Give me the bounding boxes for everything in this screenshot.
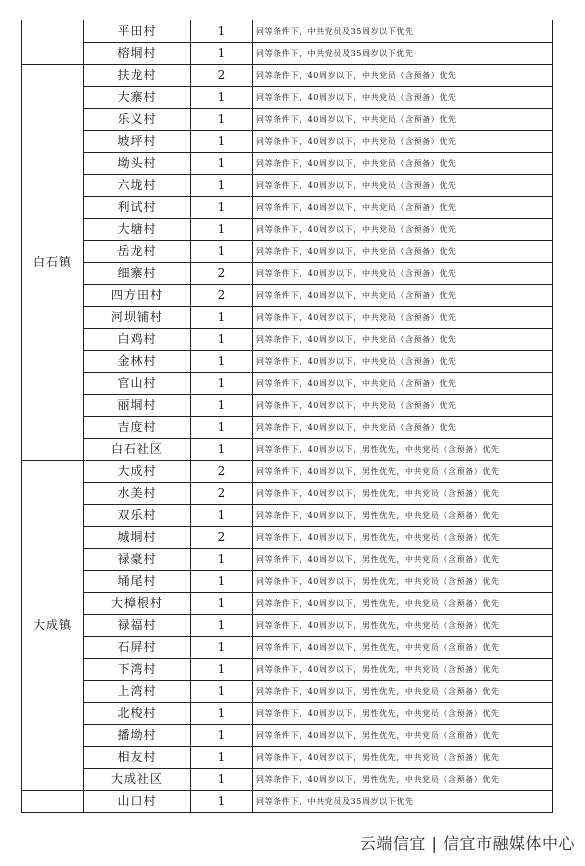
requirement-cell: 同等条件下，40周岁以下，男性优先，中共党员（含预备）优先 [253, 483, 553, 505]
village-cell: 北梭村 [84, 703, 191, 725]
table-row [22, 681, 553, 703]
village-cell: 细寨村 [84, 263, 191, 285]
village-cell: 双乐村 [84, 505, 191, 527]
village-cell: 播坳村 [84, 725, 191, 747]
count-cell: 1 [191, 351, 253, 373]
table-row [22, 43, 553, 65]
table-row [22, 593, 553, 615]
table-row [22, 637, 553, 659]
village-cell: 禄福村 [84, 615, 191, 637]
table-row [22, 175, 553, 197]
table-row [22, 483, 553, 505]
requirement-cell: 同等条件下，40周岁以下，男性优先，中共党员（含预备）优先 [253, 769, 553, 791]
count-cell: 1 [191, 131, 253, 153]
count-cell: 1 [191, 747, 253, 769]
count-cell: 1 [191, 439, 253, 461]
table-row [22, 791, 553, 813]
requirement-cell: 同等条件下，40周岁以下，男性优先，中共党员（含预备）优先 [253, 681, 553, 703]
table-row [22, 461, 553, 483]
table-row [22, 395, 553, 417]
village-cell: 利试村 [84, 197, 191, 219]
requirement-cell: 同等条件下，中共党员及35周岁以下优先 [253, 21, 553, 43]
table-row [22, 505, 553, 527]
requirement-cell: 同等条件下，40周岁以下，中共党员（含预备）优先 [253, 395, 553, 417]
table-row [22, 307, 553, 329]
count-cell: 1 [191, 373, 253, 395]
requirement-cell: 同等条件下，40周岁以下，男性优先，中共党员（含预备）优先 [253, 593, 553, 615]
table-row [22, 197, 553, 219]
village-cell: 丽垌村 [84, 395, 191, 417]
count-cell: 1 [191, 175, 253, 197]
town-cell: 大成镇 [22, 461, 84, 791]
table-row [22, 571, 553, 593]
requirement-cell: 同等条件下，40周岁以下，中共党员（含预备）优先 [253, 109, 553, 131]
count-cell: 1 [191, 43, 253, 65]
requirement-cell: 同等条件下，40周岁以下，男性优先，中共党员（含预备）优先 [253, 439, 553, 461]
count-cell: 1 [191, 549, 253, 571]
requirement-cell: 同等条件下，40周岁以下，中共党员（含预备）优先 [253, 65, 553, 87]
village-cell: 大樟根村 [84, 593, 191, 615]
village-cell: 白鸡村 [84, 329, 191, 351]
requirement-cell: 同等条件下，40周岁以下，中共党员（含预备）优先 [253, 285, 553, 307]
village-cell: 乐义村 [84, 109, 191, 131]
table-row [22, 219, 553, 241]
table-row [22, 439, 553, 461]
count-cell: 1 [191, 659, 253, 681]
table-row [22, 769, 553, 791]
requirement-cell: 同等条件下，40周岁以下，男性优先，中共党员（含预备）优先 [253, 747, 553, 769]
count-cell: 1 [191, 417, 253, 439]
requirement-cell: 同等条件下，40周岁以下，中共党员（含预备）优先 [253, 153, 553, 175]
village-cell: 六垅村 [84, 175, 191, 197]
count-cell: 1 [191, 87, 253, 109]
count-cell: 1 [191, 21, 253, 43]
village-cell: 四方田村 [84, 285, 191, 307]
table-row [22, 659, 553, 681]
village-cell: 大寨村 [84, 87, 191, 109]
count-cell: 1 [191, 109, 253, 131]
town-cell [22, 791, 84, 813]
village-cell: 吉度村 [84, 417, 191, 439]
requirement-cell: 同等条件下，40周岁以下，中共党员（含预备）优先 [253, 131, 553, 153]
count-cell: 1 [191, 769, 253, 791]
count-cell: 1 [191, 615, 253, 637]
requirement-cell: 同等条件下，40周岁以下，中共党员（含预备）优先 [253, 175, 553, 197]
village-cell: 城垌村 [84, 527, 191, 549]
count-cell: 2 [191, 483, 253, 505]
requirement-cell: 同等条件下，40周岁以下，中共党员（含预备）优先 [253, 87, 553, 109]
requirement-cell: 同等条件下，40周岁以下，男性优先，中共党员（含预备）优先 [253, 527, 553, 549]
count-cell: 1 [191, 571, 253, 593]
requirement-cell: 同等条件下，40周岁以下，男性优先，中共党员（含预备）优先 [253, 549, 553, 571]
requirement-cell: 同等条件下，40周岁以下，中共党员（含预备）优先 [253, 373, 553, 395]
table-row [22, 109, 553, 131]
village-cell: 平田村 [84, 21, 191, 43]
count-cell: 1 [191, 681, 253, 703]
count-cell: 1 [191, 637, 253, 659]
requirement-cell: 同等条件下，中共党员及35周岁以下优先 [253, 43, 553, 65]
village-cell: 岳龙村 [84, 241, 191, 263]
requirement-cell: 同等条件下，40周岁以下，男性优先，中共党员（含预备）优先 [253, 659, 553, 681]
requirement-cell: 同等条件下，中共党员及35周岁以下优先 [253, 791, 553, 813]
requirement-cell: 同等条件下，40周岁以下，中共党员（含预备）优先 [253, 197, 553, 219]
requirement-cell: 同等条件下，40周岁以下，男性优先，中共党员（含预备）优先 [253, 505, 553, 527]
requirement-cell: 同等条件下，40周岁以下，中共党员（含预备）优先 [253, 329, 553, 351]
table-row [22, 285, 553, 307]
requirement-cell: 同等条件下，40周岁以下，男性优先，中共党员（含预备）优先 [253, 615, 553, 637]
requirement-cell: 同等条件下，40周岁以下，男性优先，中共党员（含预备）优先 [253, 725, 553, 747]
table-row [22, 725, 553, 747]
table-row [22, 21, 553, 43]
requirement-cell: 同等条件下，40周岁以下，中共党员（含预备）优先 [253, 219, 553, 241]
town-cell: 白石镇 [22, 65, 84, 461]
count-cell: 1 [191, 307, 253, 329]
village-cell: 大成村 [84, 461, 191, 483]
count-cell: 1 [191, 395, 253, 417]
village-cell: 扶龙村 [84, 65, 191, 87]
requirement-cell: 同等条件下，40周岁以下，男性优先，中共党员（含预备）优先 [253, 571, 553, 593]
table-row [22, 263, 553, 285]
table-row [22, 241, 553, 263]
table-row [22, 351, 553, 373]
table-row [22, 87, 553, 109]
table-row [22, 549, 553, 571]
village-cell: 山口村 [84, 791, 191, 813]
count-cell: 2 [191, 285, 253, 307]
village-cell: 河坝铺村 [84, 307, 191, 329]
requirement-cell: 同等条件下，40周岁以下，男性优先，中共党员（含预备）优先 [253, 703, 553, 725]
count-cell: 1 [191, 593, 253, 615]
count-cell: 1 [191, 725, 253, 747]
count-cell: 1 [191, 153, 253, 175]
village-cell: 相友村 [84, 747, 191, 769]
watermark-caption: 云端信宜 | 信宜市融媒体中心 [359, 834, 575, 853]
count-cell: 1 [191, 219, 253, 241]
recruitment-table [21, 20, 553, 813]
village-cell: 下湾村 [84, 659, 191, 681]
count-cell: 1 [191, 703, 253, 725]
count-cell: 2 [191, 461, 253, 483]
table-row [22, 131, 553, 153]
count-cell: 1 [191, 329, 253, 351]
village-cell: 上湾村 [84, 681, 191, 703]
count-cell: 2 [191, 527, 253, 549]
village-cell: 大成社区 [84, 769, 191, 791]
table-row [22, 65, 553, 87]
table-row [22, 373, 553, 395]
table-row [22, 747, 553, 769]
village-cell: 坡坪村 [84, 131, 191, 153]
village-cell: 金林村 [84, 351, 191, 373]
requirement-cell: 同等条件下，40周岁以下，男性优先，中共党员（含预备）优先 [253, 637, 553, 659]
table-row [22, 153, 553, 175]
requirement-cell: 同等条件下，40周岁以下，中共党员（含预备）优先 [253, 307, 553, 329]
count-cell: 2 [191, 263, 253, 285]
village-cell: 禄豪村 [84, 549, 191, 571]
count-cell: 2 [191, 65, 253, 87]
village-cell: 石屏村 [84, 637, 191, 659]
village-cell: 大塘村 [84, 219, 191, 241]
table-row [22, 615, 553, 637]
table-row [22, 329, 553, 351]
requirement-cell: 同等条件下，40周岁以下，中共党员（含预备）优先 [253, 241, 553, 263]
requirement-cell: 同等条件下，40周岁以下，中共党员（含预备）优先 [253, 417, 553, 439]
village-cell: 水美村 [84, 483, 191, 505]
table-row [22, 527, 553, 549]
requirement-cell: 同等条件下，40周岁以下，中共党员（含预备）优先 [253, 351, 553, 373]
count-cell: 1 [191, 197, 253, 219]
requirement-cell: 同等条件下，40周岁以下，男性优先，中共党员（含预备）优先 [253, 461, 553, 483]
village-cell: 坳头村 [84, 153, 191, 175]
village-cell: 榕垌村 [84, 43, 191, 65]
village-cell: 埇尾村 [84, 571, 191, 593]
table-body [22, 21, 553, 813]
village-cell: 白石社区 [84, 439, 191, 461]
village-cell: 官山村 [84, 373, 191, 395]
table-row [22, 703, 553, 725]
table-row [22, 417, 553, 439]
count-cell: 1 [191, 241, 253, 263]
count-cell: 1 [191, 791, 253, 813]
count-cell: 1 [191, 505, 253, 527]
town-cell [22, 21, 84, 65]
requirement-cell: 同等条件下，40周岁以下，中共党员（含预备）优先 [253, 263, 553, 285]
